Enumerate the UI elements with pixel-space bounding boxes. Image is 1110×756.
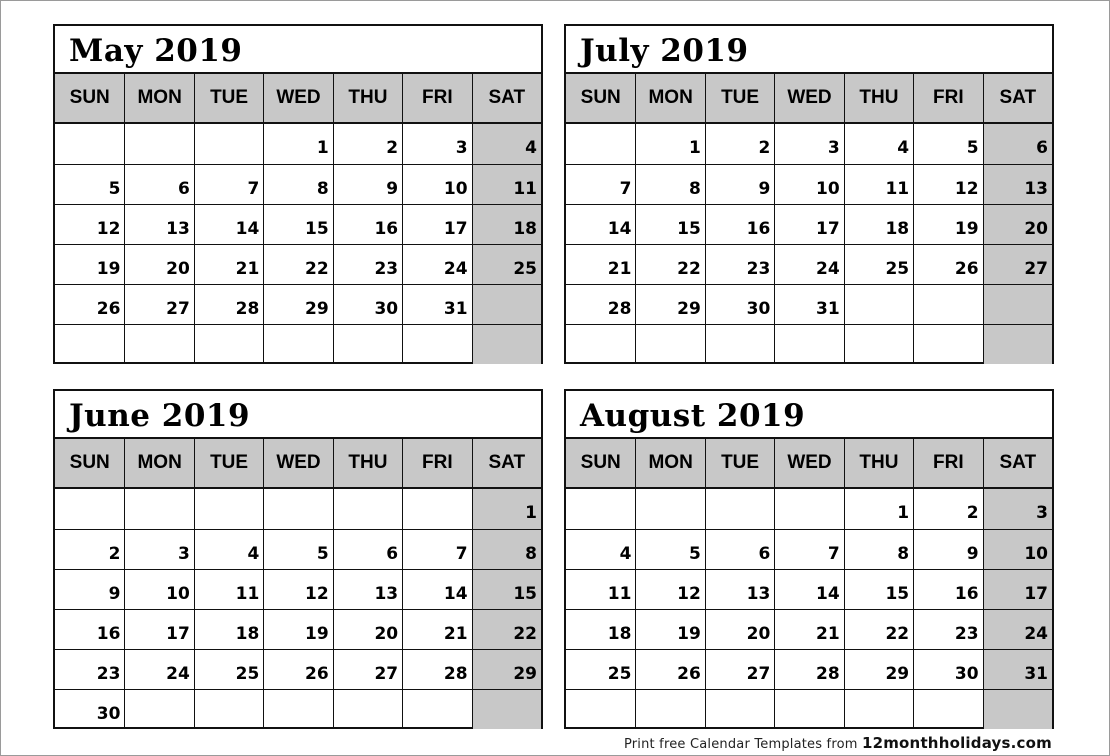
day-cell: 30 (913, 649, 982, 689)
day-cell: 20 (124, 244, 193, 284)
day-cell: 8 (472, 529, 541, 569)
empty-day-cell (194, 324, 263, 364)
empty-day-cell (55, 489, 124, 529)
calendar-title: July 2019 (566, 26, 1052, 74)
day-cell: 12 (913, 164, 982, 204)
day-cell: 10 (124, 569, 193, 609)
empty-day-cell (705, 489, 774, 529)
day-cell: 19 (55, 244, 124, 284)
day-cell: 2 (55, 529, 124, 569)
weekday-header-wed: WED (774, 74, 843, 124)
calendar-title: June 2019 (55, 391, 541, 439)
day-cell: 19 (263, 609, 332, 649)
empty-day-cell (566, 489, 635, 529)
empty-day-cell (333, 489, 402, 529)
day-cell: 4 (566, 529, 635, 569)
day-cell: 2 (333, 124, 402, 164)
day-cell: 8 (263, 164, 332, 204)
day-cell: 7 (194, 164, 263, 204)
empty-day-cell (844, 324, 913, 364)
day-cell: 30 (705, 284, 774, 324)
day-cell: 7 (566, 164, 635, 204)
empty-day-cell (472, 324, 541, 364)
day-cell: 19 (635, 609, 704, 649)
day-cell: 25 (194, 649, 263, 689)
empty-day-cell (124, 324, 193, 364)
empty-day-cell (402, 489, 471, 529)
weekday-header-tue: TUE (705, 439, 774, 489)
day-cell: 18 (472, 204, 541, 244)
day-cell: 8 (844, 529, 913, 569)
day-cell: 10 (402, 164, 471, 204)
empty-day-cell (263, 324, 332, 364)
day-cell: 11 (194, 569, 263, 609)
empty-day-cell (983, 324, 1052, 364)
day-cell: 24 (402, 244, 471, 284)
calendar-june-2019 (53, 389, 543, 729)
day-cell: 26 (913, 244, 982, 284)
empty-day-cell (635, 324, 704, 364)
day-cell: 23 (333, 244, 402, 284)
day-cell: 3 (983, 489, 1052, 529)
day-cell: 27 (124, 284, 193, 324)
day-cell: 17 (402, 204, 471, 244)
day-cell: 5 (55, 164, 124, 204)
day-cell: 27 (333, 649, 402, 689)
day-cell: 15 (472, 569, 541, 609)
day-cell: 13 (333, 569, 402, 609)
day-cell: 11 (844, 164, 913, 204)
day-cell: 1 (472, 489, 541, 529)
day-cell: 7 (774, 529, 843, 569)
day-cell: 1 (844, 489, 913, 529)
weekday-header-sat: SAT (983, 74, 1052, 124)
day-cell: 14 (402, 569, 471, 609)
day-cell: 6 (705, 529, 774, 569)
day-cell: 5 (635, 529, 704, 569)
day-cell: 4 (194, 529, 263, 569)
day-cell: 16 (913, 569, 982, 609)
day-cell: 25 (472, 244, 541, 284)
weekday-header-sat: SAT (472, 439, 541, 489)
empty-day-cell (55, 324, 124, 364)
weekday-header-thu: THU (844, 439, 913, 489)
empty-day-cell (472, 284, 541, 324)
weekday-header-sat: SAT (472, 74, 541, 124)
weekday-header-sun: SUN (566, 74, 635, 124)
day-cell: 23 (913, 609, 982, 649)
day-cell: 5 (913, 124, 982, 164)
day-cell: 22 (635, 244, 704, 284)
day-cell: 26 (635, 649, 704, 689)
day-cell: 10 (774, 164, 843, 204)
weekday-header-mon: MON (124, 439, 193, 489)
empty-day-cell (705, 689, 774, 729)
weekday-header-tue: TUE (194, 439, 263, 489)
calendar-may-2019 (53, 24, 543, 364)
day-cell: 10 (983, 529, 1052, 569)
day-cell: 23 (55, 649, 124, 689)
empty-day-cell (194, 489, 263, 529)
day-cell: 14 (774, 569, 843, 609)
empty-day-cell (913, 324, 982, 364)
empty-day-cell (402, 689, 471, 729)
weekday-header-fri: FRI (913, 74, 982, 124)
footer-credit (624, 734, 1052, 752)
day-cell: 29 (844, 649, 913, 689)
day-cell: 17 (124, 609, 193, 649)
footer-text: Print free Calendar Templates from (623, 737, 858, 752)
day-cell: 29 (472, 649, 541, 689)
day-cell: 20 (983, 204, 1052, 244)
calendar-grid (566, 74, 1052, 362)
weekday-header-mon: MON (124, 74, 193, 124)
empty-day-cell (124, 689, 193, 729)
day-cell: 11 (566, 569, 635, 609)
empty-day-cell (635, 689, 704, 729)
empty-day-cell (124, 124, 193, 164)
day-cell: 17 (774, 204, 843, 244)
day-cell: 21 (566, 244, 635, 284)
empty-day-cell (566, 689, 635, 729)
day-cell: 24 (774, 244, 843, 284)
weekday-header-sat: SAT (983, 439, 1052, 489)
empty-day-cell (55, 124, 124, 164)
day-cell: 24 (124, 649, 193, 689)
day-cell: 8 (635, 164, 704, 204)
day-cell: 9 (705, 164, 774, 204)
empty-day-cell (263, 689, 332, 729)
day-cell: 12 (263, 569, 332, 609)
day-cell: 11 (472, 164, 541, 204)
day-cell: 16 (705, 204, 774, 244)
day-cell: 25 (566, 649, 635, 689)
empty-day-cell (705, 324, 774, 364)
day-cell: 28 (194, 284, 263, 324)
day-cell: 13 (124, 204, 193, 244)
empty-day-cell (402, 324, 471, 364)
day-cell: 4 (472, 124, 541, 164)
day-cell: 26 (55, 284, 124, 324)
empty-day-cell (635, 489, 704, 529)
day-cell: 1 (635, 124, 704, 164)
weekday-header-mon: MON (635, 439, 704, 489)
day-cell: 31 (983, 649, 1052, 689)
calendar-title: August 2019 (566, 391, 1052, 439)
weekday-header-thu: THU (844, 74, 913, 124)
day-cell: 6 (124, 164, 193, 204)
empty-day-cell (983, 689, 1052, 729)
calendar-grid (566, 439, 1052, 727)
weekday-header-wed: WED (774, 439, 843, 489)
empty-day-cell (333, 324, 402, 364)
empty-day-cell (913, 284, 982, 324)
day-cell: 28 (566, 284, 635, 324)
weekday-header-thu: THU (333, 74, 402, 124)
empty-day-cell (844, 284, 913, 324)
weekday-header-sun: SUN (55, 74, 124, 124)
day-cell: 14 (566, 204, 635, 244)
day-cell: 14 (194, 204, 263, 244)
day-cell: 15 (635, 204, 704, 244)
day-cell: 4 (844, 124, 913, 164)
day-cell: 17 (983, 569, 1052, 609)
day-cell: 30 (333, 284, 402, 324)
day-cell: 12 (635, 569, 704, 609)
empty-day-cell (566, 324, 635, 364)
day-cell: 1 (263, 124, 332, 164)
day-cell: 31 (402, 284, 471, 324)
empty-day-cell (194, 689, 263, 729)
day-cell: 9 (913, 529, 982, 569)
day-cell: 3 (124, 529, 193, 569)
calendar-grid (55, 439, 541, 727)
weekday-header-tue: TUE (194, 74, 263, 124)
day-cell: 22 (472, 609, 541, 649)
day-cell: 21 (402, 609, 471, 649)
day-cell: 18 (844, 204, 913, 244)
calendar-july-2019 (564, 24, 1054, 364)
calendar-title: May 2019 (55, 26, 541, 74)
day-cell: 24 (983, 609, 1052, 649)
day-cell: 28 (774, 649, 843, 689)
day-cell: 2 (705, 124, 774, 164)
footer-site-link[interactable]: 12monthholidays.com (861, 734, 1052, 752)
day-cell: 27 (705, 649, 774, 689)
day-cell: 3 (774, 124, 843, 164)
day-cell: 6 (333, 529, 402, 569)
empty-day-cell (333, 689, 402, 729)
day-cell: 19 (913, 204, 982, 244)
day-cell: 5 (263, 529, 332, 569)
day-cell: 22 (263, 244, 332, 284)
weekday-header-wed: WED (263, 74, 332, 124)
day-cell: 13 (705, 569, 774, 609)
day-cell: 9 (333, 164, 402, 204)
weekday-header-fri: FRI (402, 74, 471, 124)
day-cell: 28 (402, 649, 471, 689)
calendar-grid (55, 74, 541, 362)
day-cell: 20 (705, 609, 774, 649)
empty-day-cell (983, 284, 1052, 324)
day-cell: 30 (55, 689, 124, 729)
day-cell: 16 (333, 204, 402, 244)
day-cell: 15 (844, 569, 913, 609)
day-cell: 29 (635, 284, 704, 324)
day-cell: 29 (263, 284, 332, 324)
empty-day-cell (194, 124, 263, 164)
day-cell: 21 (194, 244, 263, 284)
day-cell: 22 (844, 609, 913, 649)
day-cell: 23 (705, 244, 774, 284)
day-cell: 21 (774, 609, 843, 649)
empty-day-cell (124, 489, 193, 529)
empty-day-cell (566, 124, 635, 164)
empty-day-cell (844, 689, 913, 729)
day-cell: 2 (913, 489, 982, 529)
calendar-august-2019 (564, 389, 1054, 729)
weekday-header-thu: THU (333, 439, 402, 489)
empty-day-cell (774, 324, 843, 364)
weekday-header-mon: MON (635, 74, 704, 124)
day-cell: 9 (55, 569, 124, 609)
day-cell: 18 (194, 609, 263, 649)
day-cell: 31 (774, 284, 843, 324)
day-cell: 16 (55, 609, 124, 649)
empty-day-cell (263, 489, 332, 529)
day-cell: 15 (263, 204, 332, 244)
weekday-header-fri: FRI (402, 439, 471, 489)
day-cell: 20 (333, 609, 402, 649)
empty-day-cell (774, 689, 843, 729)
day-cell: 26 (263, 649, 332, 689)
day-cell: 3 (402, 124, 471, 164)
weekday-header-wed: WED (263, 439, 332, 489)
empty-day-cell (472, 689, 541, 729)
empty-day-cell (913, 689, 982, 729)
day-cell: 27 (983, 244, 1052, 284)
day-cell: 7 (402, 529, 471, 569)
weekday-header-fri: FRI (913, 439, 982, 489)
day-cell: 13 (983, 164, 1052, 204)
day-cell: 6 (983, 124, 1052, 164)
weekday-header-sun: SUN (566, 439, 635, 489)
day-cell: 25 (844, 244, 913, 284)
weekday-header-sun: SUN (55, 439, 124, 489)
empty-day-cell (774, 489, 843, 529)
weekday-header-tue: TUE (705, 74, 774, 124)
day-cell: 12 (55, 204, 124, 244)
day-cell: 18 (566, 609, 635, 649)
